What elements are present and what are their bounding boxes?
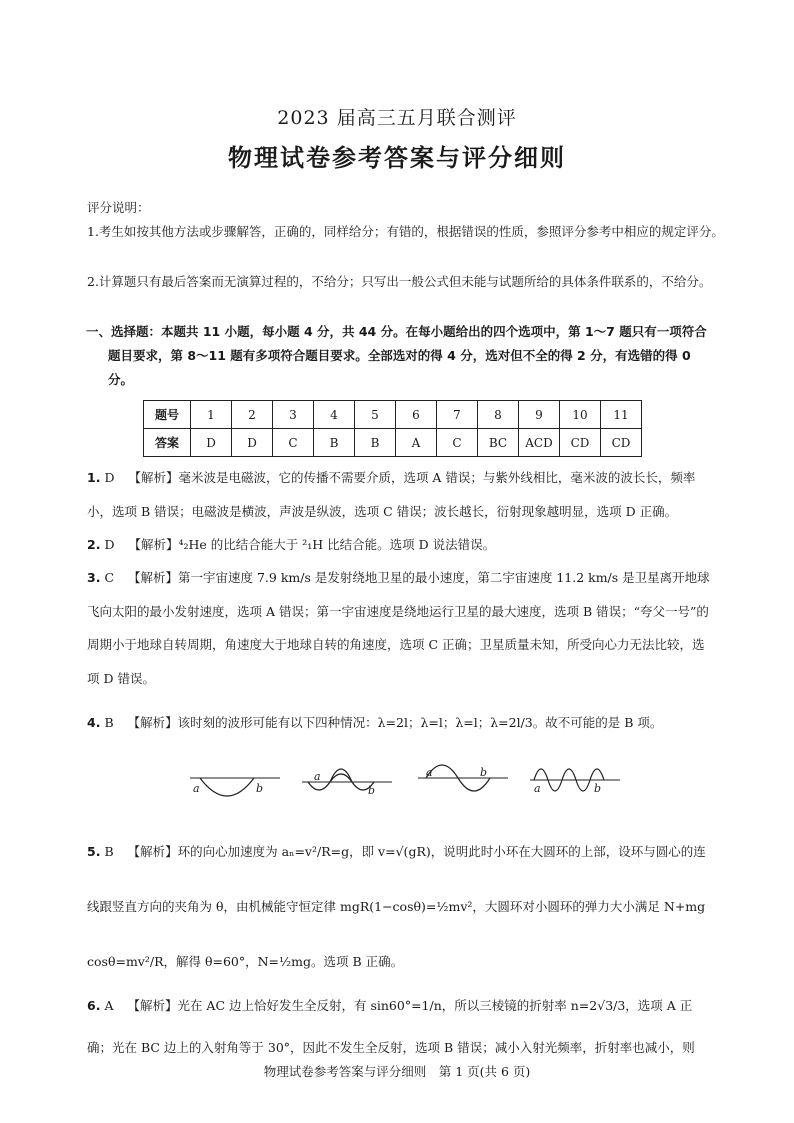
- question-explanation: 【解析】光在 AC 边上恰好发生全反射，有 sin60°=1/n，所以三棱镜的折射率 n=2√3/3，选项 A 正确；光在 BC 边上的入射角等于 30°，因此不发生全反射，选项 B 错误；减小入射光频率，折射率也减小，则: [87, 998, 695, 1055]
- answer-table-number-row: [144, 401, 642, 429]
- page-footer: 物理试卷参考答案与评分细则 第 1 页(共 6 页): [263, 1064, 531, 1079]
- question-answer: C: [104, 570, 115, 585]
- table-cell: ACD: [519, 429, 560, 457]
- question-4-solution: [87, 706, 711, 740]
- question-explanation: 【解析】环的向心加速度为 aₙ=v²/R=g，即 v=√(gR)，说明此时小环在大圆环的上部，设环与圆心的连线跟竖直方向的夹角为 θ，由机械能守恒定律 mgR(1−cosθ)=½mv²，大圆环对小圆环的弹力大小满足 N+mg cosθ=mv²/R，解得 θ=60°，N=½mg。选项 B 正确。: [87, 844, 706, 969]
- table-cell: CD: [560, 429, 601, 457]
- grading-note-1: 1.考生如按其他方法或步骤解答，正确的，同样给分；有错的，根据错误的性质，参照评分参考中相应的规定评分。: [87, 224, 724, 239]
- question-number: 4.: [87, 715, 101, 730]
- table-cell: 4: [314, 401, 355, 429]
- table-cell: 10: [560, 401, 601, 429]
- question-explanation: 【解析】毫米波是电磁波，它的传播不需要介质，选项 A 错误；与紫外线相比，毫米波的波长长，频率小，选项 B 错误；电磁波是横波，声波是纵波，选项 C 错误；波长越长，衍射现象越明显，选项 D 正确。: [87, 470, 696, 519]
- question-number: 3.: [87, 570, 101, 585]
- answer-table: [143, 400, 642, 457]
- label-a: a: [314, 770, 321, 783]
- label-a: a: [426, 766, 433, 779]
- table-cell: D: [191, 429, 232, 457]
- question-3-solution: [87, 561, 711, 695]
- exam-title: 2023 届高三五月联合测评: [277, 107, 517, 129]
- waveform-two-thirds-wavelength: [530, 758, 622, 802]
- question-explanation: 【解析】该时刻的波形可能有以下四种情况：λ=2l；λ=l；λ=l；λ=2l/3。故不可能的是 B 项。: [127, 715, 663, 730]
- question-1-solution: [87, 461, 711, 528]
- question-answer: D: [104, 537, 115, 552]
- table-header-number: 题号: [144, 401, 191, 429]
- grading-notes-heading: 评分说明：: [87, 200, 150, 215]
- table-cell: 7: [437, 401, 478, 429]
- table-cell: A: [396, 429, 437, 457]
- section-1-instructions: 一、选择题：本题共 11 小题，每小题 4 分，共 44 分。在每小题给出的四个选项中，第 1～7 题只有一项符合题目要求，第 8～11 题有多项符合题目要求。全部选对的得 4 分，选对但不全的得 2 分，有选错的得 0 分。: [86, 324, 707, 387]
- answer-table-answer-row: [144, 429, 642, 457]
- question-number: 1.: [87, 470, 101, 485]
- question-explanation: 【解析】第一宇宙速度 7.9 km/s 是发射绕地卫星的最小速度，第二宇宙速度 11.2 km/s 是卫星离开地球飞向太阳的最小发射速度，选项 A 错误；第一宇宙速度是绕地运行卫星的最大速度，选项 B 错误；“夸父一号”的周期小于地球自转周期，角速度大于地球自转的角速度，选项 C 正确；卫星质量未知，所受向心力无法比较，选项 D 错误。: [87, 570, 710, 686]
- question-number: 6.: [87, 998, 101, 1013]
- question-explanation: 【解析】⁴₂He 的比结合能大于 ²₁H 比结合能。选项 D 说法错误。: [128, 537, 496, 552]
- table-cell: 2: [232, 401, 273, 429]
- table-cell: B: [355, 429, 396, 457]
- table-cell: B: [314, 429, 355, 457]
- table-cell: 5: [355, 401, 396, 429]
- table-cell: 3: [273, 401, 314, 429]
- table-cell: 1: [191, 401, 232, 429]
- label-b: b: [480, 766, 488, 779]
- table-cell: D: [232, 429, 273, 457]
- label-b: b: [368, 784, 376, 797]
- table-cell: 8: [478, 401, 519, 429]
- question-6-solution: [87, 985, 711, 1069]
- label-b: b: [256, 782, 264, 795]
- question-answer: A: [104, 998, 114, 1013]
- table-cell: 9: [519, 401, 560, 429]
- label-b: b: [594, 782, 602, 795]
- table-cell: 11: [601, 401, 642, 429]
- label-a: a: [534, 782, 541, 795]
- question-2-solution: [87, 528, 711, 562]
- question-number: 2.: [87, 537, 101, 552]
- question-number: 5.: [87, 844, 101, 859]
- table-cell: C: [273, 429, 314, 457]
- table-cell: 6: [396, 401, 437, 429]
- document-subtitle: 物理试卷参考答案与评分细则: [228, 144, 566, 172]
- question-answer: D: [104, 470, 115, 485]
- table-cell: BC: [478, 429, 519, 457]
- label-a: a: [193, 782, 200, 795]
- waveform-one-wavelength-2: [418, 758, 510, 802]
- question-5-solution: [87, 824, 711, 989]
- table-cell: CD: [601, 429, 642, 457]
- question-answer: B: [104, 844, 114, 859]
- table-cell: C: [437, 429, 478, 457]
- table-header-answer: 答案: [144, 429, 191, 457]
- waveform-half-wavelength: [190, 758, 282, 802]
- question-answer: B: [104, 715, 114, 730]
- grading-note-2: 2.计算题只有最后答案而无演算过程的，不给分；只写出一般公式但未能与试题所给的具体条件联系的，不给分。: [87, 274, 712, 289]
- waveform-one-wavelength-1: [302, 758, 394, 802]
